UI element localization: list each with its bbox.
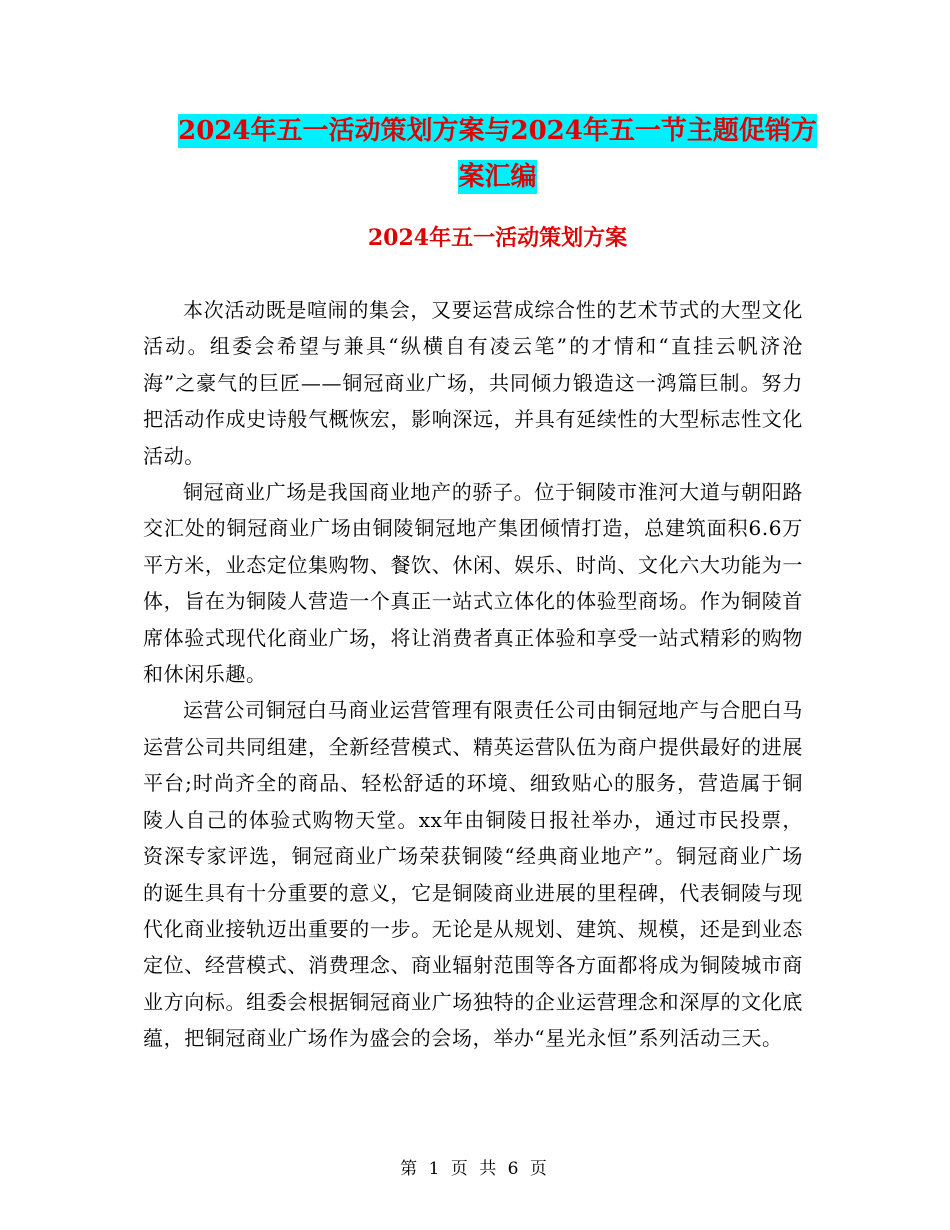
document-title-line1: 2024年五一活动策划方案与2024年五一节主题促销方 [178,116,817,146]
page-footer: 第 1 页 共 6 页 [400,1159,550,1179]
document-title [140,108,855,200]
document-title-line2: 案汇编 [458,162,537,192]
section-title: 2024年五一活动策划方案 [367,225,628,251]
paragraph-2: 铜冠商业广场是我国商业地产的骄子。位于铜陵市淮河大道与朝阳路交汇处的铜冠商业广场由铜陵铜冠地产集团倾情打造，总建筑面积6.6万平方米，业态定位集购物、餐饮、休闲、娱乐、时尚、文化六大功能为一体，旨在为铜陵人营造一个真正一站式立体化的体验型商场。作为铜陵首席体验式现代化商业广场，将让消费者真正体验和享受一站式精彩的购物和休闲乐趣。 [143,480,803,687]
paragraph-3: 运营公司铜冠白马商业运营管理有限责任公司由铜冠地产与合肥白马运营公司共同组建，全新经营模式、精英运营队伍为商户提供最好的进展平台;时尚齐全的商品、轻松舒适的环境、细致贴心的服务，营造属于铜陵人自己的体验式购物天堂。xx年由铜陵日报社举办，通过市民投票，资深专家评选，铜冠商业广场荣获铜陵“经典商业地产”。铜冠商业广场的诞生具有十分重要的意义，它是铜陵商业进展的里程碑，代表铜陵与现代化商业接轨迈出重要的一步。无论是从规划、建筑、规模，还是到业态定位、经营模式、消费理念、商业辐射范围等各方面都将成为铜陵城市商业方向标。组委会根据铜冠商业广场独特的企业运营理念和深厚的文化底蕴，把铜冠商业广场作为盛会的会场，举办“星光永恒”系列活动三天。 [143,698,804,1051]
paragraph-1: 本次活动既是喧闹的集会，又要运营成综合性的艺术节式的大型文化活动。组委会希望与兼具“纵横自有凌云笔”的才情和“直挂云帆济沧海”之豪气的巨匠——铜冠商业广场，共同倾力锻造这一鸿篇巨制。努力把活动作成史诗般气概恢宏，影响深远，并具有延续性的大型标志性文化活动。 [143,298,803,468]
body-text [143,292,803,1057]
